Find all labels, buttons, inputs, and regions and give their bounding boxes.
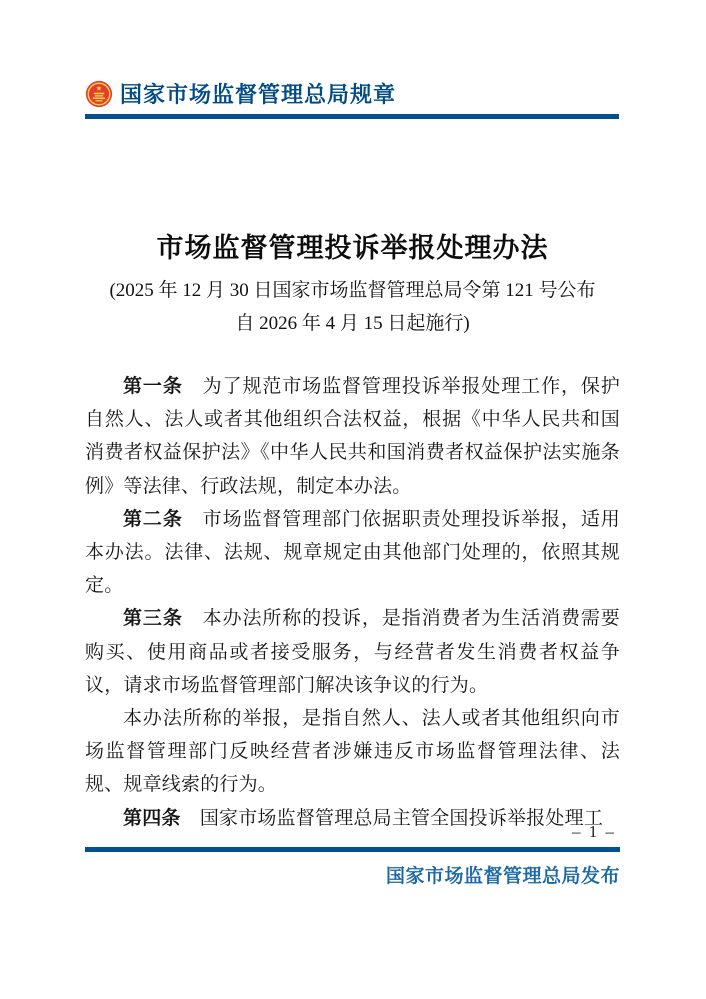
paragraph: 第二条 市场监督管理部门依据职责处理投诉举报，适用本办法。法律、法规、规章规定由其他部门处理的，依照其规定。	[85, 508, 621, 597]
paragraph: 第四条 国家市场监督管理总局主管全国投诉举报处理工	[123, 807, 604, 829]
page-number: – 1 –	[572, 822, 616, 841]
header-banner-title: 国家市场监督管理总局规章	[120, 82, 397, 107]
header-rule	[85, 114, 619, 119]
document-title: 市场监督管理投诉举报处理办法	[156, 233, 549, 263]
document-subtitle	[85, 274, 620, 340]
article-number: 第二条	[123, 508, 183, 530]
paragraph: 第三条 本办法所称的投诉，是指消费者为生活消费需要购买、使用商品或者接受服务，与经营者发生消费者权益争议，请求市场监督管理部门解决该争议的行为。	[85, 608, 621, 696]
article-number: 第四条	[123, 807, 181, 829]
footer-publisher: 国家市场监督管理总局发布	[385, 866, 620, 887]
page-header	[85, 78, 619, 119]
document-body	[85, 370, 620, 835]
paragraph: 本办法所称的举报，是指自然人、法人或者其他组织向市场监督管理部门反映经营者涉嫌违反市场监督管理法律、法规、规章线索的行为。	[85, 708, 620, 796]
paragraph: 第一条 为了规范市场监督管理投诉举报处理工作，保护自然人、法人或者其他组织合法权益，根据《中华人民共和国消费者权益保护法》《中华人民共和国消费者权益保护法实施条例》等法律、行政法规，制定本办法。	[85, 376, 621, 497]
article-number: 第三条	[123, 608, 183, 630]
china-national-emblem-icon	[85, 80, 113, 108]
footer-rule	[85, 847, 620, 852]
article-number: 第一条	[123, 376, 183, 397]
subtitle-line-2: 自 2026 年 4 月 15 日起施行)	[235, 313, 470, 334]
subtitle-line-1: (2025 年 12 月 30 日国家市场监督管理总局令第 121 号公布	[109, 280, 596, 301]
